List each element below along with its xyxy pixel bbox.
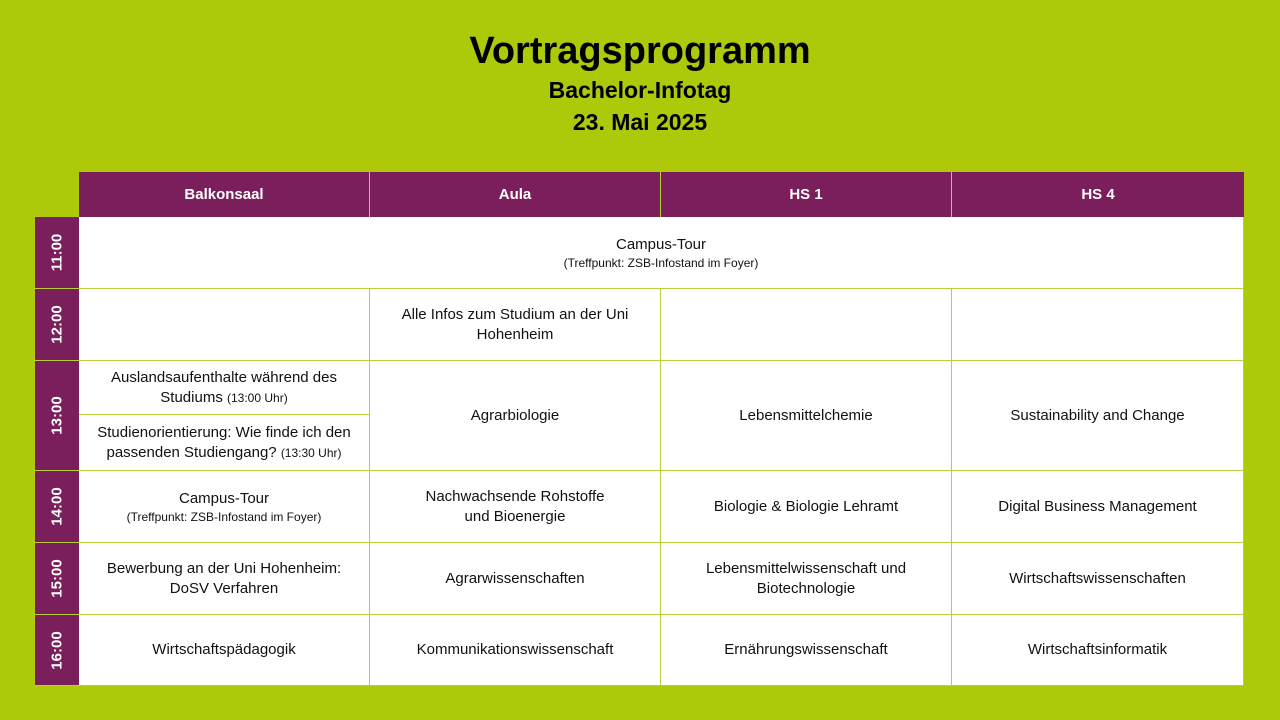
session-wirtschaftsinformatik — [952, 615, 1244, 686]
session-title: Studienorientierung: Wie finde ich den passenden Studiengang? — [97, 423, 351, 461]
time-label-1300 — [35, 361, 79, 471]
page-subtitle: Bachelor-Infotag — [548, 77, 732, 103]
session-digital-business — [952, 471, 1244, 543]
time-text: 15:00 — [48, 559, 66, 598]
session-wirtschaftswissenschaften — [952, 543, 1244, 615]
time-text: 14:00 — [48, 487, 66, 526]
table-corner — [35, 172, 79, 217]
session-title: Alle Infos zum Studium an der Uni Hohenheim — [401, 305, 629, 343]
time-text: 16:00 — [48, 630, 66, 670]
session-title-wrapper — [87, 423, 361, 463]
session-title: Bewerbung an der Uni Hohenheim: DoSV Verfahren — [106, 559, 342, 597]
session-ernaehrungswissenschaft — [661, 615, 952, 686]
empty-cell — [79, 289, 370, 361]
session-sustainability — [952, 361, 1244, 471]
time-text: 12:00 — [48, 305, 66, 344]
room-header-aula: Aula — [370, 172, 661, 217]
session-infos-studium — [370, 289, 661, 361]
session-title: Wirtschaftspädagogik — [152, 641, 296, 658]
page-title: Vortragsprogramm — [469, 30, 811, 72]
session-time: (13:30 Uhr) — [280, 445, 342, 460]
title-block — [0, 28, 1280, 138]
session-wirtschaftspaedagogik — [79, 615, 370, 686]
session-title: Auslandsaufenthalte während des Studiums — [111, 368, 337, 406]
session-agrarwissenschaften — [370, 543, 661, 615]
time-text: 11:00 — [48, 233, 66, 272]
session-campus-tour-1100 — [79, 217, 1244, 289]
time-label-1500 — [35, 543, 79, 615]
session-title: Agrarwissenschaften — [445, 569, 585, 587]
schedule-table — [35, 172, 1244, 686]
session-title-line1: Nachwachsende Rohstoffe — [425, 487, 605, 505]
room-header-hs4: HS 4 — [952, 172, 1244, 217]
session-biologie — [661, 471, 952, 543]
session-agrarbiologie — [370, 361, 661, 471]
session-time: (13:00 Uhr) — [227, 390, 288, 405]
session-campus-tour-1400 — [79, 471, 370, 543]
session-title: Lebensmittelchemie — [739, 406, 873, 424]
time-text: 13:00 — [48, 396, 66, 435]
room-header-balkonsaal: Balkonsaal — [79, 172, 370, 217]
session-title: Digital Business Management — [998, 497, 1197, 515]
session-nachwachsende-rohstoffe — [370, 471, 661, 543]
session-title: Campus-Tour — [615, 235, 707, 253]
time-label-1100 — [35, 217, 79, 289]
empty-cell — [661, 289, 952, 361]
session-title: Biologie & Biologie Lehramt — [713, 497, 899, 515]
session-title: Campus-Tour — [178, 489, 270, 507]
session-kommunikationswissenschaft — [370, 615, 661, 686]
room-header-hs1: HS 1 — [661, 172, 952, 217]
session-note: (Treffpunkt: ZSB-Infostand im Foyer) — [126, 509, 322, 524]
session-title: Sustainability and Change — [1010, 406, 1185, 424]
session-title: Agrarbiologie — [470, 406, 560, 424]
session-title: Ernährungswissenschaft — [724, 641, 888, 658]
session-studienorientierung — [79, 415, 370, 471]
session-lebensmittelchemie — [661, 361, 952, 471]
time-label-1400 — [35, 471, 79, 543]
session-title-line2: und Bioenergie — [464, 507, 566, 525]
time-label-1600 — [35, 615, 79, 686]
session-bewerbung — [79, 543, 370, 615]
event-date: 23. Mai 2025 — [572, 109, 708, 135]
session-title: Kommunikationswissenschaft — [416, 641, 614, 658]
time-label-1200 — [35, 289, 79, 361]
session-title: Wirtschaftswissenschaften — [1009, 569, 1186, 587]
session-auslandsaufenthalte — [79, 361, 370, 415]
session-title: Wirtschaftsinformatik — [1027, 641, 1168, 658]
empty-cell — [952, 289, 1244, 361]
session-lebensmittelwissenschaft — [661, 543, 952, 615]
session-title-wrapper — [87, 368, 361, 408]
session-note: (Treffpunkt: ZSB-Infostand im Foyer) — [563, 255, 759, 270]
session-title: Lebensmittelwissenschaft und Biotechnologie — [705, 559, 907, 597]
